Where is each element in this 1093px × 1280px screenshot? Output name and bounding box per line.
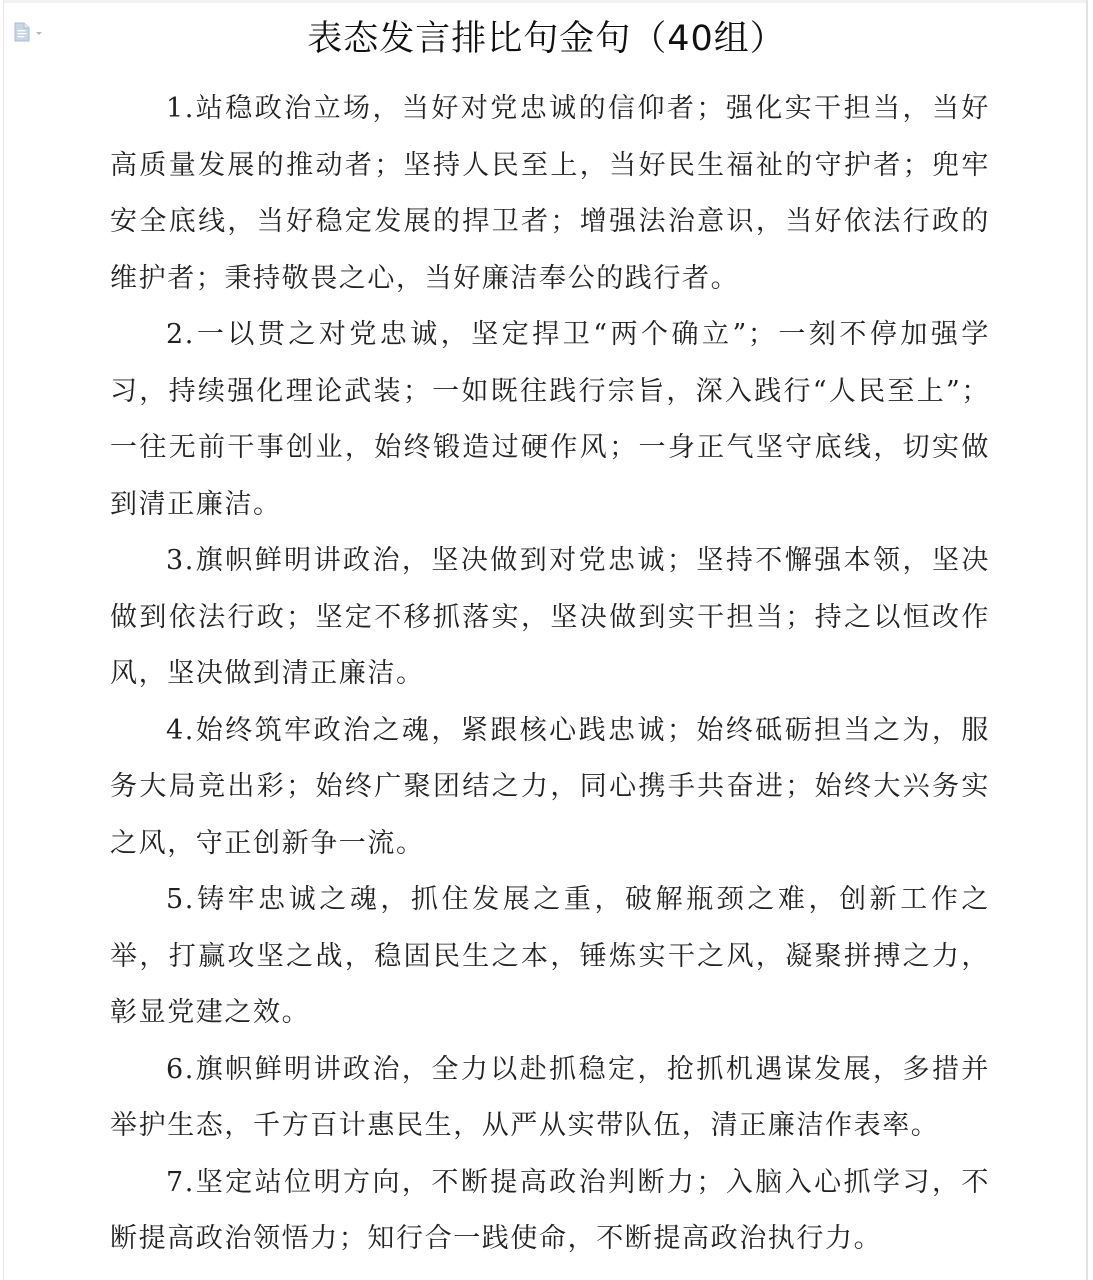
document-title: 表态发言排比句金句（40组） <box>307 19 786 59</box>
paragraph-3: 3.旗帜鲜明讲政治，坚决做到对党忠诚；坚持不懈强本领，坚决做到依法行政；坚定不移抓落实，坚决做到实干担当；持之以恒改作风，坚决做到清正廉洁。 <box>110 545 990 689</box>
document-page <box>3 0 1088 1280</box>
document-body <box>110 81 990 1268</box>
top-border <box>4 0 1086 3</box>
paragraph-6: 6.旗帜鲜明讲政治，全力以赴抓稳定，抢抓机遇谋发展，多措并举护生态，千方百计惠民生，从严从实带队伍，清正廉洁作表率。 <box>110 1053 990 1141</box>
paragraph-1: 1.站稳政治立场，当好对党忠诚的信仰者；强化实干担当，当好高质量发展的推动者；坚持人民至上，当好民生福祉的守护者；兜牢安全底线，当好稳定发展的捍卫者；增强法治意识，当好依法行政的维护者；秉持敬畏之心，当好廉洁奉公的践行者。 <box>110 93 990 294</box>
paragraph-4: 4.始终筑牢政治之魂，紧跟核心践忠诚；始终砥砺担当之为，服务大局竞出彩；始终广聚团结之力，同心携手共奋进；始终大兴务实之风，守正创新争一流。 <box>110 714 990 859</box>
paragraph-5: 5.铸牢忠诚之魂，抓住发展之重，破解瓶颈之难，创新工作之举，打赢攻坚之战，稳固民生之本，锤炼实干之风，凝聚拼搏之力，彰显党建之效。 <box>110 884 990 1028</box>
paragraph-2: 2.一以贯之对党忠诚，坚定捍卫“两个确立”；一刻不停加强学习，持续强化理论武装；一如既往践行宗旨，深入践行“人民至上”；一往无前干事创业，始终锻造过硬作风；一身正气坚守底线，切实做到清正廉洁。 <box>110 319 990 520</box>
paragraph-7: 7.坚定站位明方向，不断提高政治判断力；入脑入心抓学习，不断提高政治领悟力；知行合一践使命，不断提高政治执行力。 <box>110 1166 990 1254</box>
